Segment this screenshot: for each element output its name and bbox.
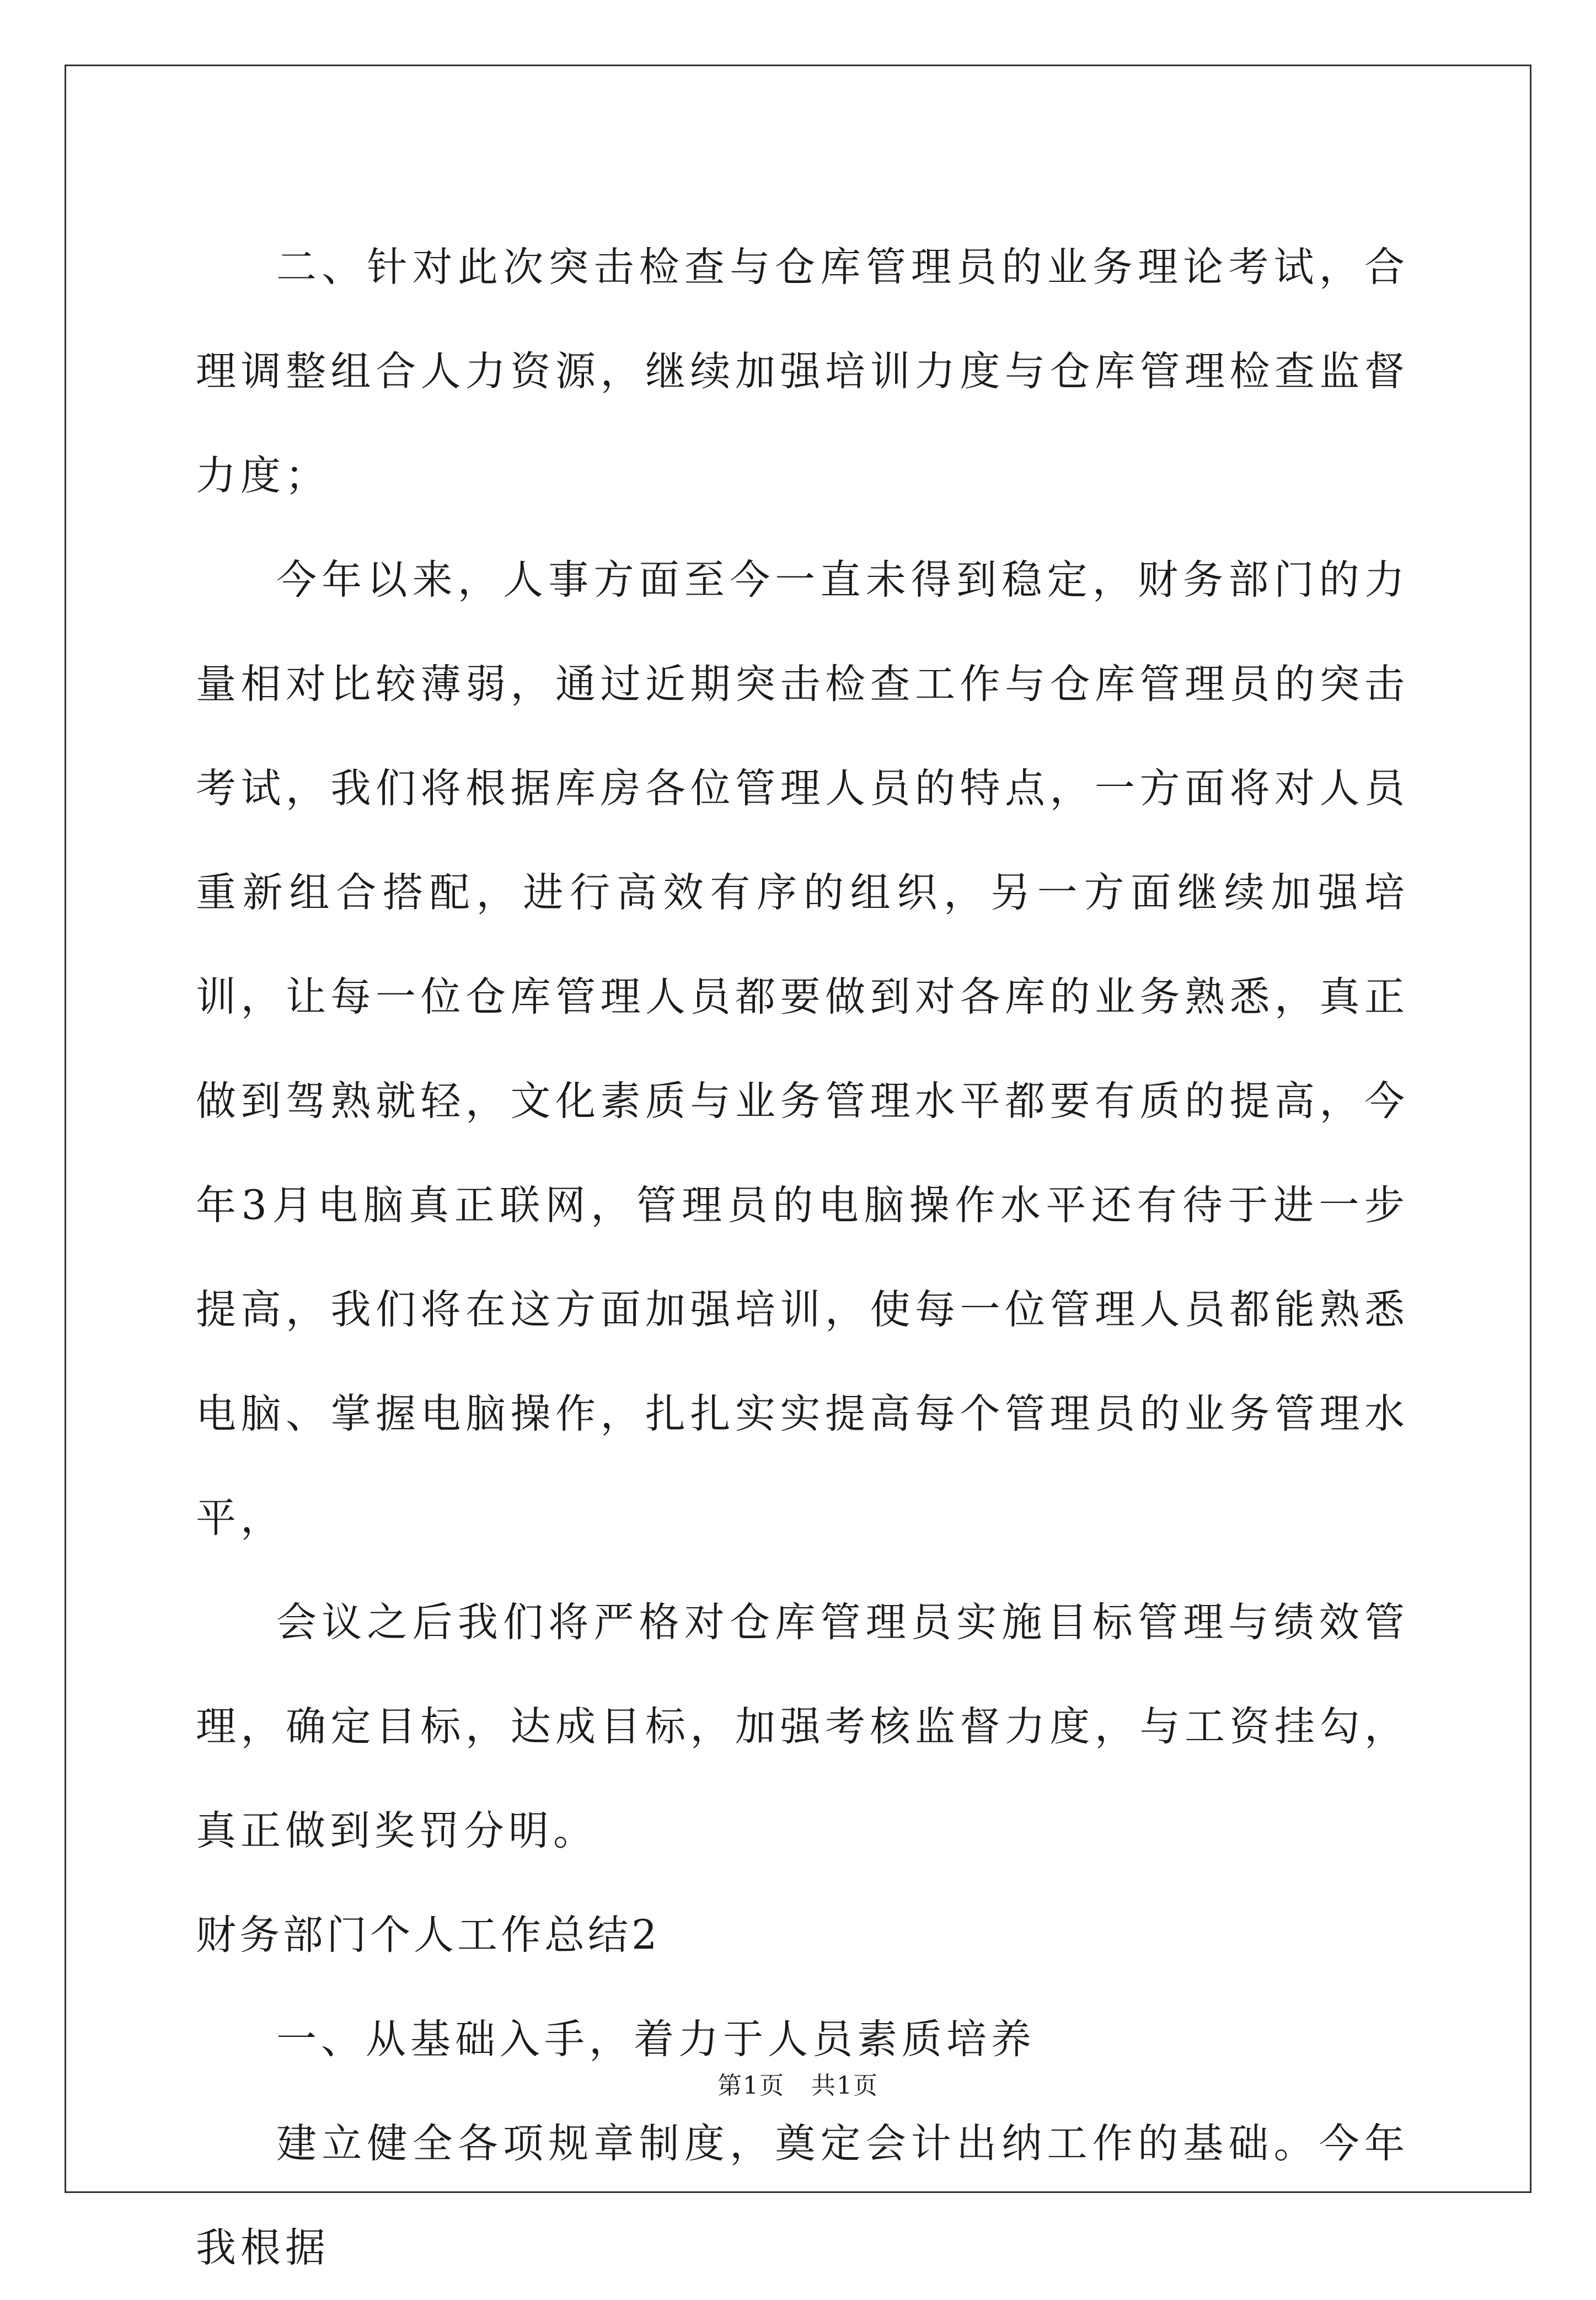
section-heading: 财务部门个人工作总结2 bbox=[196, 1912, 661, 1959]
paragraph-5: 建立健全各项规章制度，奠定会计出纳工作的基础。今年我根据 bbox=[196, 2120, 1409, 2271]
page-footer bbox=[0, 2066, 1596, 2101]
page-number: 第1页 bbox=[717, 2072, 785, 2100]
paragraph-3: 会议之后我们将严格对仓库管理员实施目标管理与绩效管理，确定目标，达成目标，加强考核监督力度，与工资挂勾，真正做到奖罚分明。 bbox=[196, 1599, 1409, 1854]
paragraph-1: 二、针对此次突击检查与仓库管理员的业务理论考试，合理调整组合人力资源，继续加强培训力度与仓库管理检查监督力度； bbox=[196, 244, 1409, 499]
paragraph-2: 今年以来，人事方面至今一直未得到稳定，财务部门的力量相对比较薄弱，通过近期突击检查工作与仓库管理员的突击考试，我们将根据库房各位管理人员的特点，一方面将对人员重新组合搭配，进行高效有序的组织，另一方面继续加强培训，让每一位仓库管理人员都要做到对各库的业务熟悉，真正做到驾熟就轻，文化素质与业务管理水平都要有质的提高，今年3月电脑真正联网，管理员的电脑操作水平还有待于进一步提高，我们将在这方面加强培训，使每一位管理人员都能熟悉电脑、掌握电脑操作，扎扎实实提高每个管理员的业务管理水平， bbox=[196, 557, 1409, 1542]
document-body bbox=[196, 215, 1409, 2300]
paragraph-4: 一、从基础入手，着力于人员素质培养 bbox=[276, 2016, 1036, 2063]
page-total: 共1页 bbox=[811, 2072, 879, 2100]
